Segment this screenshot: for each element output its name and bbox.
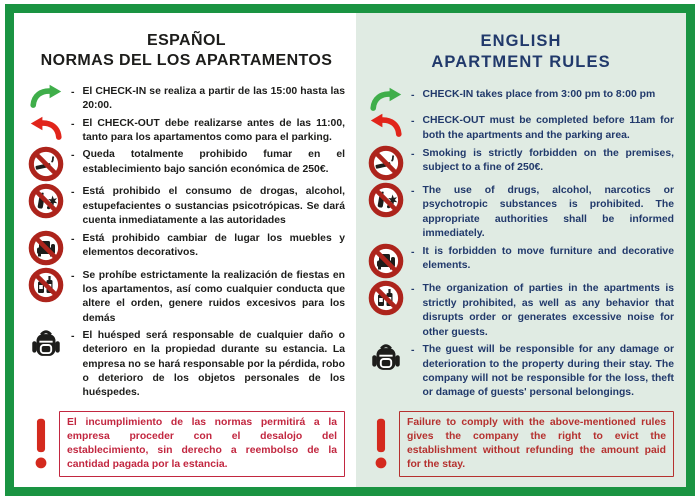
english-warning-box: Failure to comply with the above-mentioned rules gives the company the right to evict the establishment without refunding the amount paid for the stay. (399, 411, 674, 477)
rule-text: El CHECK-OUT debe realizarse antes de las 11:00, tanto para los apartamentos como para el parking. (82, 117, 345, 144)
english-warning-row (366, 411, 676, 479)
rule-text: CHECK-IN takes place from 3:00 pm to 8:00 pm (422, 88, 656, 100)
spanish-header (26, 31, 347, 71)
no-smoking-icon (26, 146, 66, 182)
spanish-title: NORMAS DEL LOS APARTAMENTOS (40, 52, 333, 69)
rule-text: Queda totalmente prohibido fumar en el establecimiento bajo sanción económica de 250€. (82, 149, 345, 175)
rule-row (366, 244, 674, 279)
rule-row (366, 342, 674, 400)
backpack-icon (26, 327, 66, 363)
rule-row (26, 116, 345, 146)
exclamation-icon (32, 417, 50, 471)
english-title: APARTMENT RULES (431, 53, 611, 72)
no-drugs-icon (366, 182, 406, 218)
spanish-rules-list (26, 84, 347, 401)
rule-row (366, 113, 674, 143)
rule-row (366, 183, 674, 241)
rule-row (26, 184, 345, 228)
rule-row (26, 328, 345, 401)
no-party-icon (366, 280, 406, 316)
rule-text: CHECK-OUT must be completed before 11am for both the apartments and the parking area. (422, 115, 674, 141)
rule-text: Está prohibido el consumo de drogas, alcohol, estupefacientes o sustancias psicotrópicas. Se dará cuenta inmediatamente a las autoridades (82, 186, 345, 227)
rule-row (26, 231, 345, 266)
no-drugs-icon (26, 183, 66, 219)
bullet-dash: - (71, 86, 75, 98)
bullet-dash: - (71, 186, 75, 199)
spanish-language-heading: ESPAÑOL (147, 32, 226, 49)
spanish-panel (14, 13, 356, 487)
bullet-dash: - (411, 283, 415, 296)
rule-row (366, 146, 674, 181)
red-arrow-icon (366, 112, 406, 137)
rule-text: Está prohibido cambiar de lugar los muebles y elementos decorativos. (82, 232, 345, 258)
bullet-dash: - (71, 232, 75, 245)
rule-row (26, 84, 345, 114)
bullet-dash: - (71, 117, 75, 130)
no-smoking-icon (366, 145, 406, 181)
bullet-dash: - (411, 245, 415, 258)
rule-row (26, 268, 345, 326)
bullet-dash: - (71, 149, 75, 162)
rule-text: The use of drugs, alcohol, narcotics or psychotropic substances is prohibited. The appropriate authorities shall be informed immediately. (422, 185, 674, 240)
rule-text: Smoking is strictly forbidden on the premises, subject to a fine of 250€. (422, 147, 674, 173)
rule-text: The guest will be responsible for any damage or deterioration to the property during their stay. The company will not be responsible for the loss, theft or damage of guests' personal belongings. (422, 344, 674, 399)
bullet-dash: - (411, 88, 415, 101)
bullet-dash: - (411, 147, 415, 160)
rule-text: Se prohíbe estrictamente la realización de fiestas en los apartamentos, así como cualquier conducta que altere el orden, genere ruidos excesivos para los demás (82, 269, 345, 324)
rule-text: El CHECK-IN se realiza a partir de las 15:00 hasta las 20:00. (82, 86, 345, 112)
red-arrow-icon (26, 115, 66, 140)
rule-row (366, 281, 674, 339)
rule-text: It is forbidden to move furniture and decorative elements. (422, 245, 674, 272)
no-furniture-icon (26, 230, 66, 266)
green-arrow-icon (366, 86, 406, 111)
english-rules-list (366, 87, 676, 401)
spanish-warning-box: El incumplimiento de las normas permitirá a la empresa proceder con el desalojo del establecimiento, sin derecho a reembolso de la cantidad pagada por la estancia. (59, 411, 345, 477)
backpack-icon (366, 341, 406, 377)
rule-row (26, 147, 345, 182)
bullet-dash: - (411, 344, 415, 357)
bullet-dash: - (411, 185, 415, 198)
bullet-dash: - (71, 329, 75, 342)
rule-row (366, 87, 674, 111)
bullet-dash: - (411, 115, 415, 128)
green-arrow-icon (26, 83, 66, 108)
english-language-heading: ENGLISH (480, 32, 562, 50)
no-party-icon (26, 267, 66, 303)
spanish-warning-row (26, 411, 347, 479)
exclamation-icon (372, 417, 390, 471)
english-panel (356, 13, 686, 487)
rule-text: The organization of parties in the apartments is strictly prohibited, as well as any behavior that disrupts order or generates excessive noise for other guests. (422, 283, 674, 338)
english-header (366, 31, 676, 74)
no-furniture-icon (366, 243, 406, 279)
rule-text: El huésped será responsable de cualquier daño o deterioro en la propiedad durante su estancia. La empresa no se hará responsable por la pérdida, robo o deterioro de los objetos personales de los huéspedes. (82, 329, 345, 399)
bullet-dash: - (71, 269, 75, 282)
green-frame-border (5, 4, 695, 496)
